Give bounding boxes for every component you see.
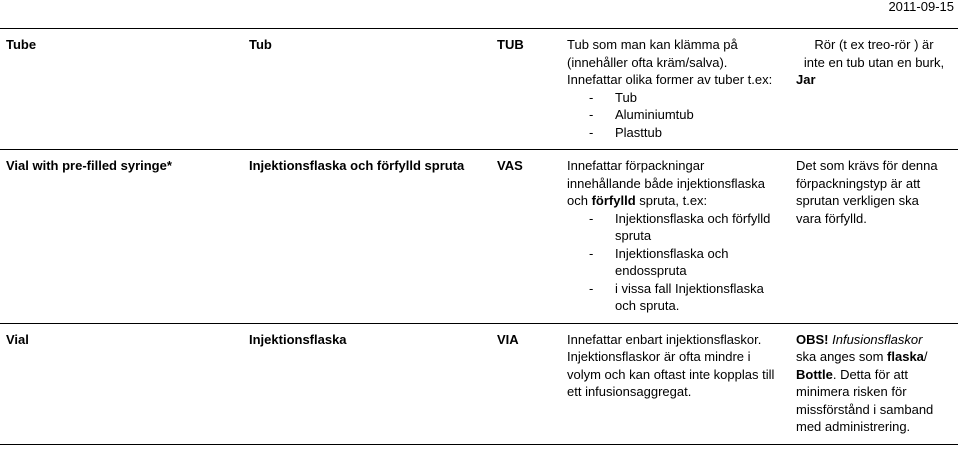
description-list-item: - i vissa fall Injektionsflaska	[567, 280, 784, 298]
swedish-term: Injektionsflaska	[243, 323, 491, 444]
text-run: /	[923, 349, 928, 364]
description-line	[567, 192, 784, 210]
note-line: vara förfylld.	[796, 210, 867, 226]
text-run: . Detta för att	[832, 366, 908, 382]
note-bold-term: Jar	[796, 72, 816, 87]
obs-label: OBS!	[796, 331, 829, 347]
description-line: (innehåller ofta kräm/salva).	[567, 54, 728, 70]
text-run: spruta, t.ex:	[635, 193, 708, 208]
description-list-item: - Injektionsflaska och	[567, 245, 784, 263]
text-run: och	[567, 193, 592, 208]
bold-text-run: förfylld	[591, 193, 636, 208]
description-line: Injektionsflaskor är ofta mindre i	[567, 349, 751, 364]
note-line: Det som krävs för denna	[796, 158, 938, 173]
english-term: Tube	[0, 29, 243, 150]
note-line: sprutan verkligen ska	[796, 193, 919, 208]
code: VIA	[491, 323, 561, 444]
description-line: Innefattar enbart injektionsflaskor.	[567, 331, 762, 347]
description-list-item: - Plasttub	[567, 124, 784, 142]
description	[561, 29, 790, 150]
table-row	[0, 323, 958, 444]
note-line: minimera risken för	[796, 384, 907, 399]
description-line: volym och kan oftast inte kopplas till	[567, 366, 775, 382]
note	[790, 150, 958, 324]
swedish-term: Tub	[243, 29, 491, 150]
note-line: med administrering.	[796, 419, 911, 434]
description-list-item: - Injektionsflaska och förfylld	[567, 210, 784, 228]
english-term: Vial	[0, 323, 243, 444]
note-line	[796, 331, 952, 349]
note-line: förpackningstyp är att	[796, 175, 921, 191]
description-list-item-continuation: och spruta.	[615, 298, 680, 313]
table-row	[0, 29, 958, 150]
note	[790, 29, 958, 150]
table-row	[0, 150, 958, 324]
english-term: Vial with pre-filled syringe*	[0, 150, 243, 324]
description-list-item-continuation: endosspruta	[615, 263, 687, 278]
note-line: missförstånd i samband	[796, 401, 934, 417]
description-list-item: - Tub	[567, 89, 784, 107]
bold-text-run: Bottle	[796, 366, 833, 382]
description	[561, 150, 790, 324]
description-line: Tub som man kan klämma på	[567, 37, 738, 52]
note-line	[796, 348, 952, 366]
description-line: Innefattar förpackningar	[567, 158, 705, 173]
note-line: Rör (t ex treo-rör ) är	[814, 37, 934, 52]
description-line: Innefattar olika former av tuber t.ex:	[567, 72, 773, 87]
text-run: ska anges som	[796, 349, 888, 364]
note	[790, 323, 958, 444]
description-line: ett infusionsaggregat.	[567, 384, 692, 399]
document-date: 2011-09-15	[888, 0, 954, 14]
bold-text-run: flaska	[887, 349, 924, 364]
note-line	[796, 366, 952, 384]
code: VAS	[491, 150, 561, 324]
description-list-item: - Aluminiumtub	[567, 106, 784, 124]
description	[561, 323, 790, 444]
description-list-item-continuation: spruta	[615, 228, 652, 243]
note-line: inte en tub utan en burk,	[803, 54, 945, 70]
italic-term: Infusionsflaskor	[832, 331, 923, 347]
code: TUB	[491, 29, 561, 150]
description-line: innehållande både injektionsflaska	[567, 175, 766, 191]
swedish-term: Injektionsflaska och förfylld spruta	[243, 150, 491, 324]
packaging-table	[0, 28, 958, 445]
